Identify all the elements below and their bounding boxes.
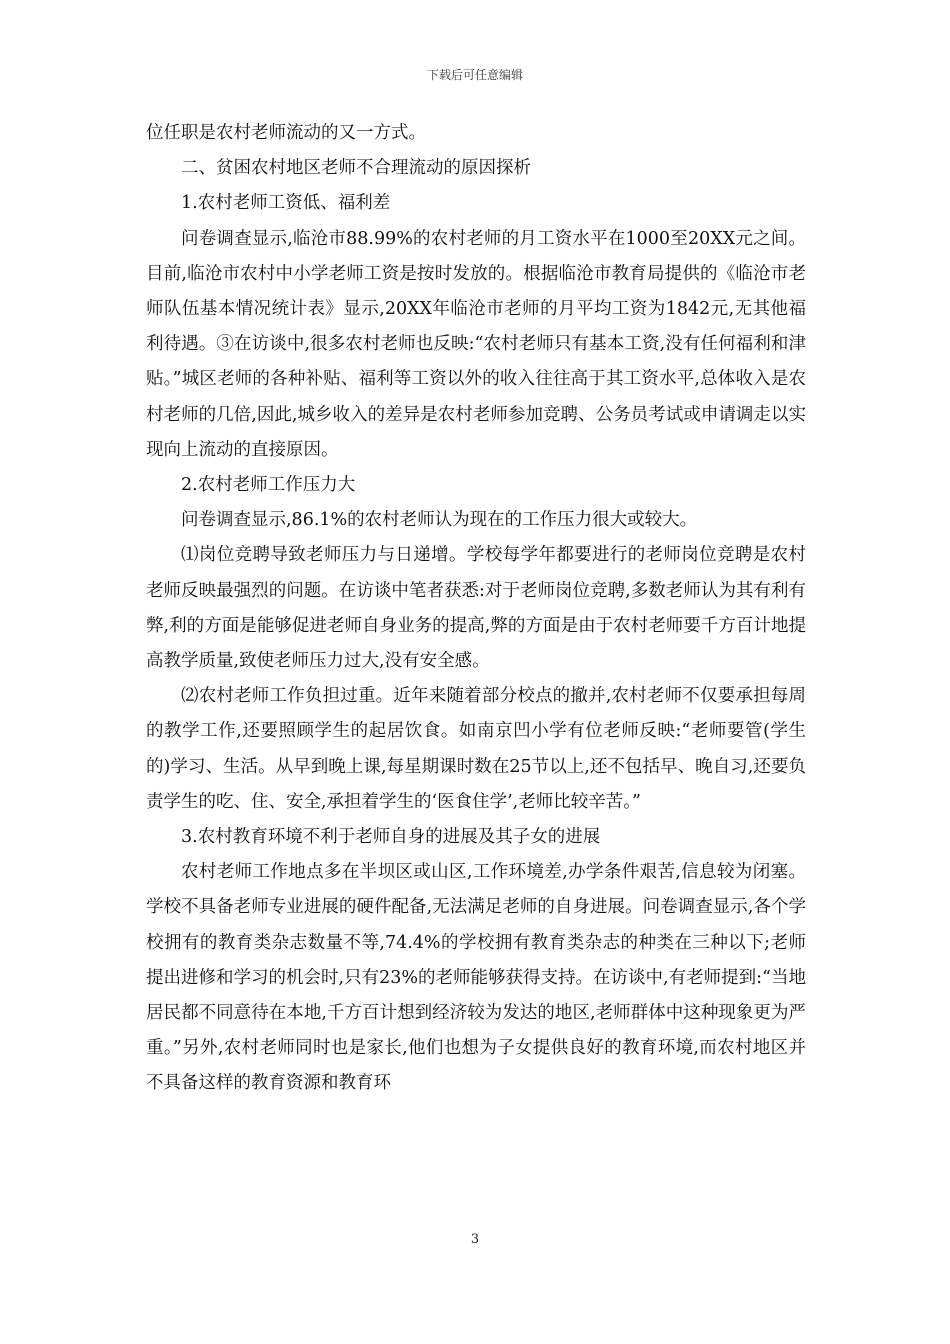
paragraph: 问卷调查显示,临沧市88.99%的农村老师的月工资水平在1000至20XX元之间。目前,临沧市农村中小学老师工资是按时发放的。根据临沧市教育局提供的《临沧市老师队伍基本情况统计表》显示,20XX年临沧市老师的月平均工资为1842元,无其他福利待遇。③在访谈中,很多农村老师也反映:“农村老师只有基本工资,没有任何福利和津贴。”城区老师的各种补贴、福利等工资以外的收入往往高于其工资水平,总体收入是农村老师的几倍,因此,城乡收入的差异是农村老师参加竞聘、公务员考试或申请调走以实现向上流动的直接原因。 (146, 228, 806, 460)
subsection-heading-3: 3.农村教育环境不利于老师自身的进展及其子女的进展 (181, 827, 601, 848)
document-body (146, 116, 806, 1102)
section-heading: 二、贫困农村地区老师不合理流动的原因探析 (181, 158, 531, 179)
paragraph: 问卷调查显示,86.1%的农村老师认为现在的工作压力很大或较大。 (181, 510, 698, 531)
page-number: 3 (470, 1232, 480, 1247)
paragraph: ⑵农村老师工作负担过重。近年来随着部分校点的撤并,农村老师不仅要承担每周的教学工作,还要照顾学生的起居饮食。如南京凹小学有位老师反映:“老师要管(学生的)学习、生活。从早到晚上课,每星期课时数在25节以上,还不包括早、晚自习,还要负责学生的吃、住、安全,承担着学生的‘医食住学’,老师比较辛苦。” (146, 686, 806, 812)
page-header: 下载后可任意编辑 (426, 68, 523, 82)
paragraph: ⑴岗位竞聘导致老师压力与日递增。学校每学年都要进行的老师岗位竞聘是农村老师反映最强烈的问题。在访谈中笔者获悉:对于老师岗位竞聘,多数老师认为其有利有弊,利的方面是能够促进老师自身业务的提高,弊的方面是由于农村老师要千方百计地提高教学质量,致使老师压力过大,没有安全感。 (146, 545, 806, 672)
subsection-heading-1: 1.农村老师工资低、福利差 (181, 193, 391, 214)
paragraph: 农村老师工作地点多在半坝区或山区,工作环境差,办学条件艰苦,信息较为闭塞。学校不具备老师专业进展的硬件配备,无法满足老师的自身进展。问卷调查显示,各个学校拥有的教育类杂志数量不等,74.4%的学校拥有教育类杂志的种类在三种以下;老师提出进修和学习的机会时,只有23%的老师能够获得支持。在访谈中,有老师提到:“当地居民都不同意待在本地,千方百计想到经济较为发达的地区,老师群体中这种现象更为严重。”另外,农村老师同时也是家长,他们也想为子女提供良好的教育环境,而农村地区并不具备这样的教育资源和教育环 (146, 862, 806, 1094)
subsection-heading-2: 2.农村老师工作压力大 (181, 475, 356, 496)
paragraph-continuation: 位任职是农村老师流动的又一方式。 (146, 123, 426, 143)
